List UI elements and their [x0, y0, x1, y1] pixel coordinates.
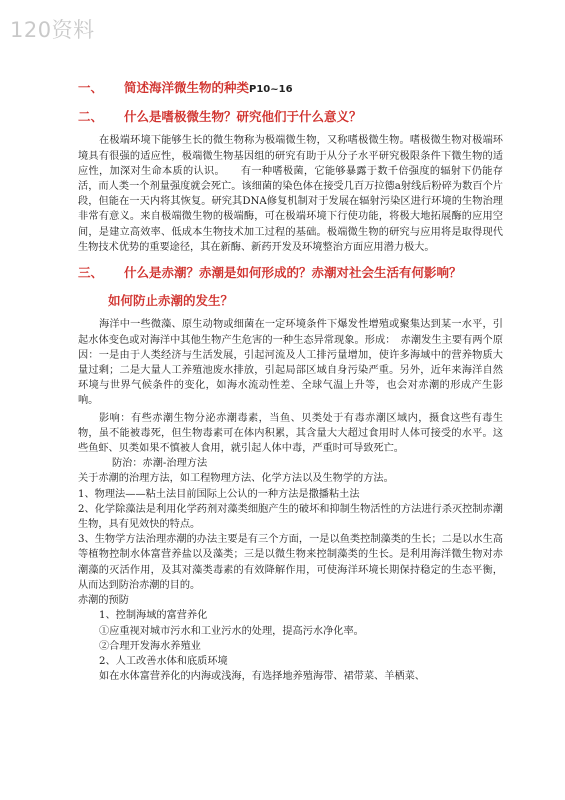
red-tide-method-biological: 3、生物学方法治理赤潮的办法主要是有三个方面，一是以鱼类控制藻类的生长；二是以水生高等植物控制水体富营养盐以及藻类；三是以微生物来控制藻类的生长。是利用海洋微生物对赤潮藻的灭活作用，及其对藻类毒素的有效降解作用，可使海洋环境长期保持稳定的生态平衡，从而达到防治赤潮的目的。 — [78, 534, 503, 591]
section-3-subtitle: 如何防止赤潮的发生？ — [108, 293, 234, 309]
document-page — [78, 78, 503, 684]
section-1-title: 简述海洋微生物的种类 — [124, 80, 250, 95]
red-tide-method-chemical: 2、化学除藻法是利用化学药剂对藻类细胞产生的破坏和抑制生物活性的方法进行杀灭控制赤潮生物，具有见效快的特点。 — [78, 503, 503, 531]
red-tide-prevention-heading: 赤潮的预防 — [78, 595, 129, 607]
prevention-item-1: 1、控制海域的富营养化 — [99, 610, 208, 622]
section-3-heading — [78, 265, 503, 280]
red-tide-control-intro: 关于赤潮的治理方法，如工程物理方法、化学方法以及生物学的方法。 — [78, 473, 394, 485]
section-2-heading — [78, 109, 503, 124]
red-tide-control-heading: 防治：赤潮-治理方法 — [112, 458, 208, 470]
red-tide-impact: 影响：有些赤潮生物分泌赤潮毒素，当鱼、贝类处于有毒赤潮区域内，摄食这些有毒生物，虽不能被毒死，但生物毒素可在体内积累，其含量大大超过食用时人体可接受的水平。这些鱼虾、贝类如果不慎被人食用，就引起人体中毒，严重时可导致死亡。 — [78, 412, 503, 455]
prevention-item-2: 2、人工改善水体和底质环境 — [99, 655, 228, 667]
section-1-pages: P10~16 — [249, 84, 293, 95]
prevention-item-2-text: 如在水体富营养化的内海或浅海，有选择地养殖海带、裙带菜、羊栖菜、 — [99, 671, 425, 683]
section-3-number: 三、 — [78, 265, 104, 281]
section-3-title: 什么是赤潮？赤潮是如何形成的？赤潮对社会生活有何影响？ — [124, 265, 462, 281]
red-tide-method-physical: 1、物理法——粘土法目前国际上公认的一种方法是撒播粘土法 — [78, 488, 360, 500]
prevention-item-1b: ②合理开发海水养殖业 — [99, 640, 201, 652]
prevention-item-1a: ①应重视对城市污水和工业污水的处理，提高污水净化率。 — [99, 625, 364, 637]
section-2-title: 什么是嗜极微生物？研究他们于什么意义？ — [124, 109, 362, 125]
watermark: 120资料 — [10, 18, 95, 42]
section-1-heading — [78, 80, 503, 97]
section-2-number: 二、 — [78, 109, 104, 125]
red-tide-definition: 海洋中一些微藻、原生动物或细菌在一定环境条件下爆发性增殖或聚集达到某一水平，引起水体变色或对海洋中其他生物产生危害的一种生态异常现象。形成： 赤潮发生主要有两个原因：一是由于人类经济与生活发展，引起河流及人工排污量增加，使许多海域中的营养物质大量过剩；二是大量人工养殖池废水排放，引起局部区域自身污染严重。另外，近年来海洋自然环境与世界气候条件的变化，如海水流动性差、全球气温上升等，也会对赤潮的形成产生影响。 — [78, 319, 503, 407]
section-1-number: 一、 — [78, 80, 104, 95]
section-2-paragraph: 在极端环境下能够生长的微生物称为极端微生物，又称嗜极微生物。嗜极微生物对极端环境具有很强的适应性，极端微生物基因组的研究有助于从分子水平研究极限条件下微生物的适应性，加深对生命本质的认识。 有一种嗜极菌，它能够暴露于数千倍强度的辐射下仍能存活，而人类一个剂量强度就会死亡。该细菌的染色体在接受几百万拉德a射线后粉碎为数百个片段，但能在一天内将其恢复。研究其DNA修复机制对于发展在辐射污染区进行环境的生物治理非常有意义。来自极端微生物的极端酶，可在极端环境下行使功能，将极大地拓展酶的应用空间，是建立高效率、低成本生物技术加工过程的基础。极端微生物的研究与应用将是取得现代生物技术优势的重要途径，其在新酶、新药开发及环境整治方面应用潜力极大。 — [78, 135, 503, 253]
